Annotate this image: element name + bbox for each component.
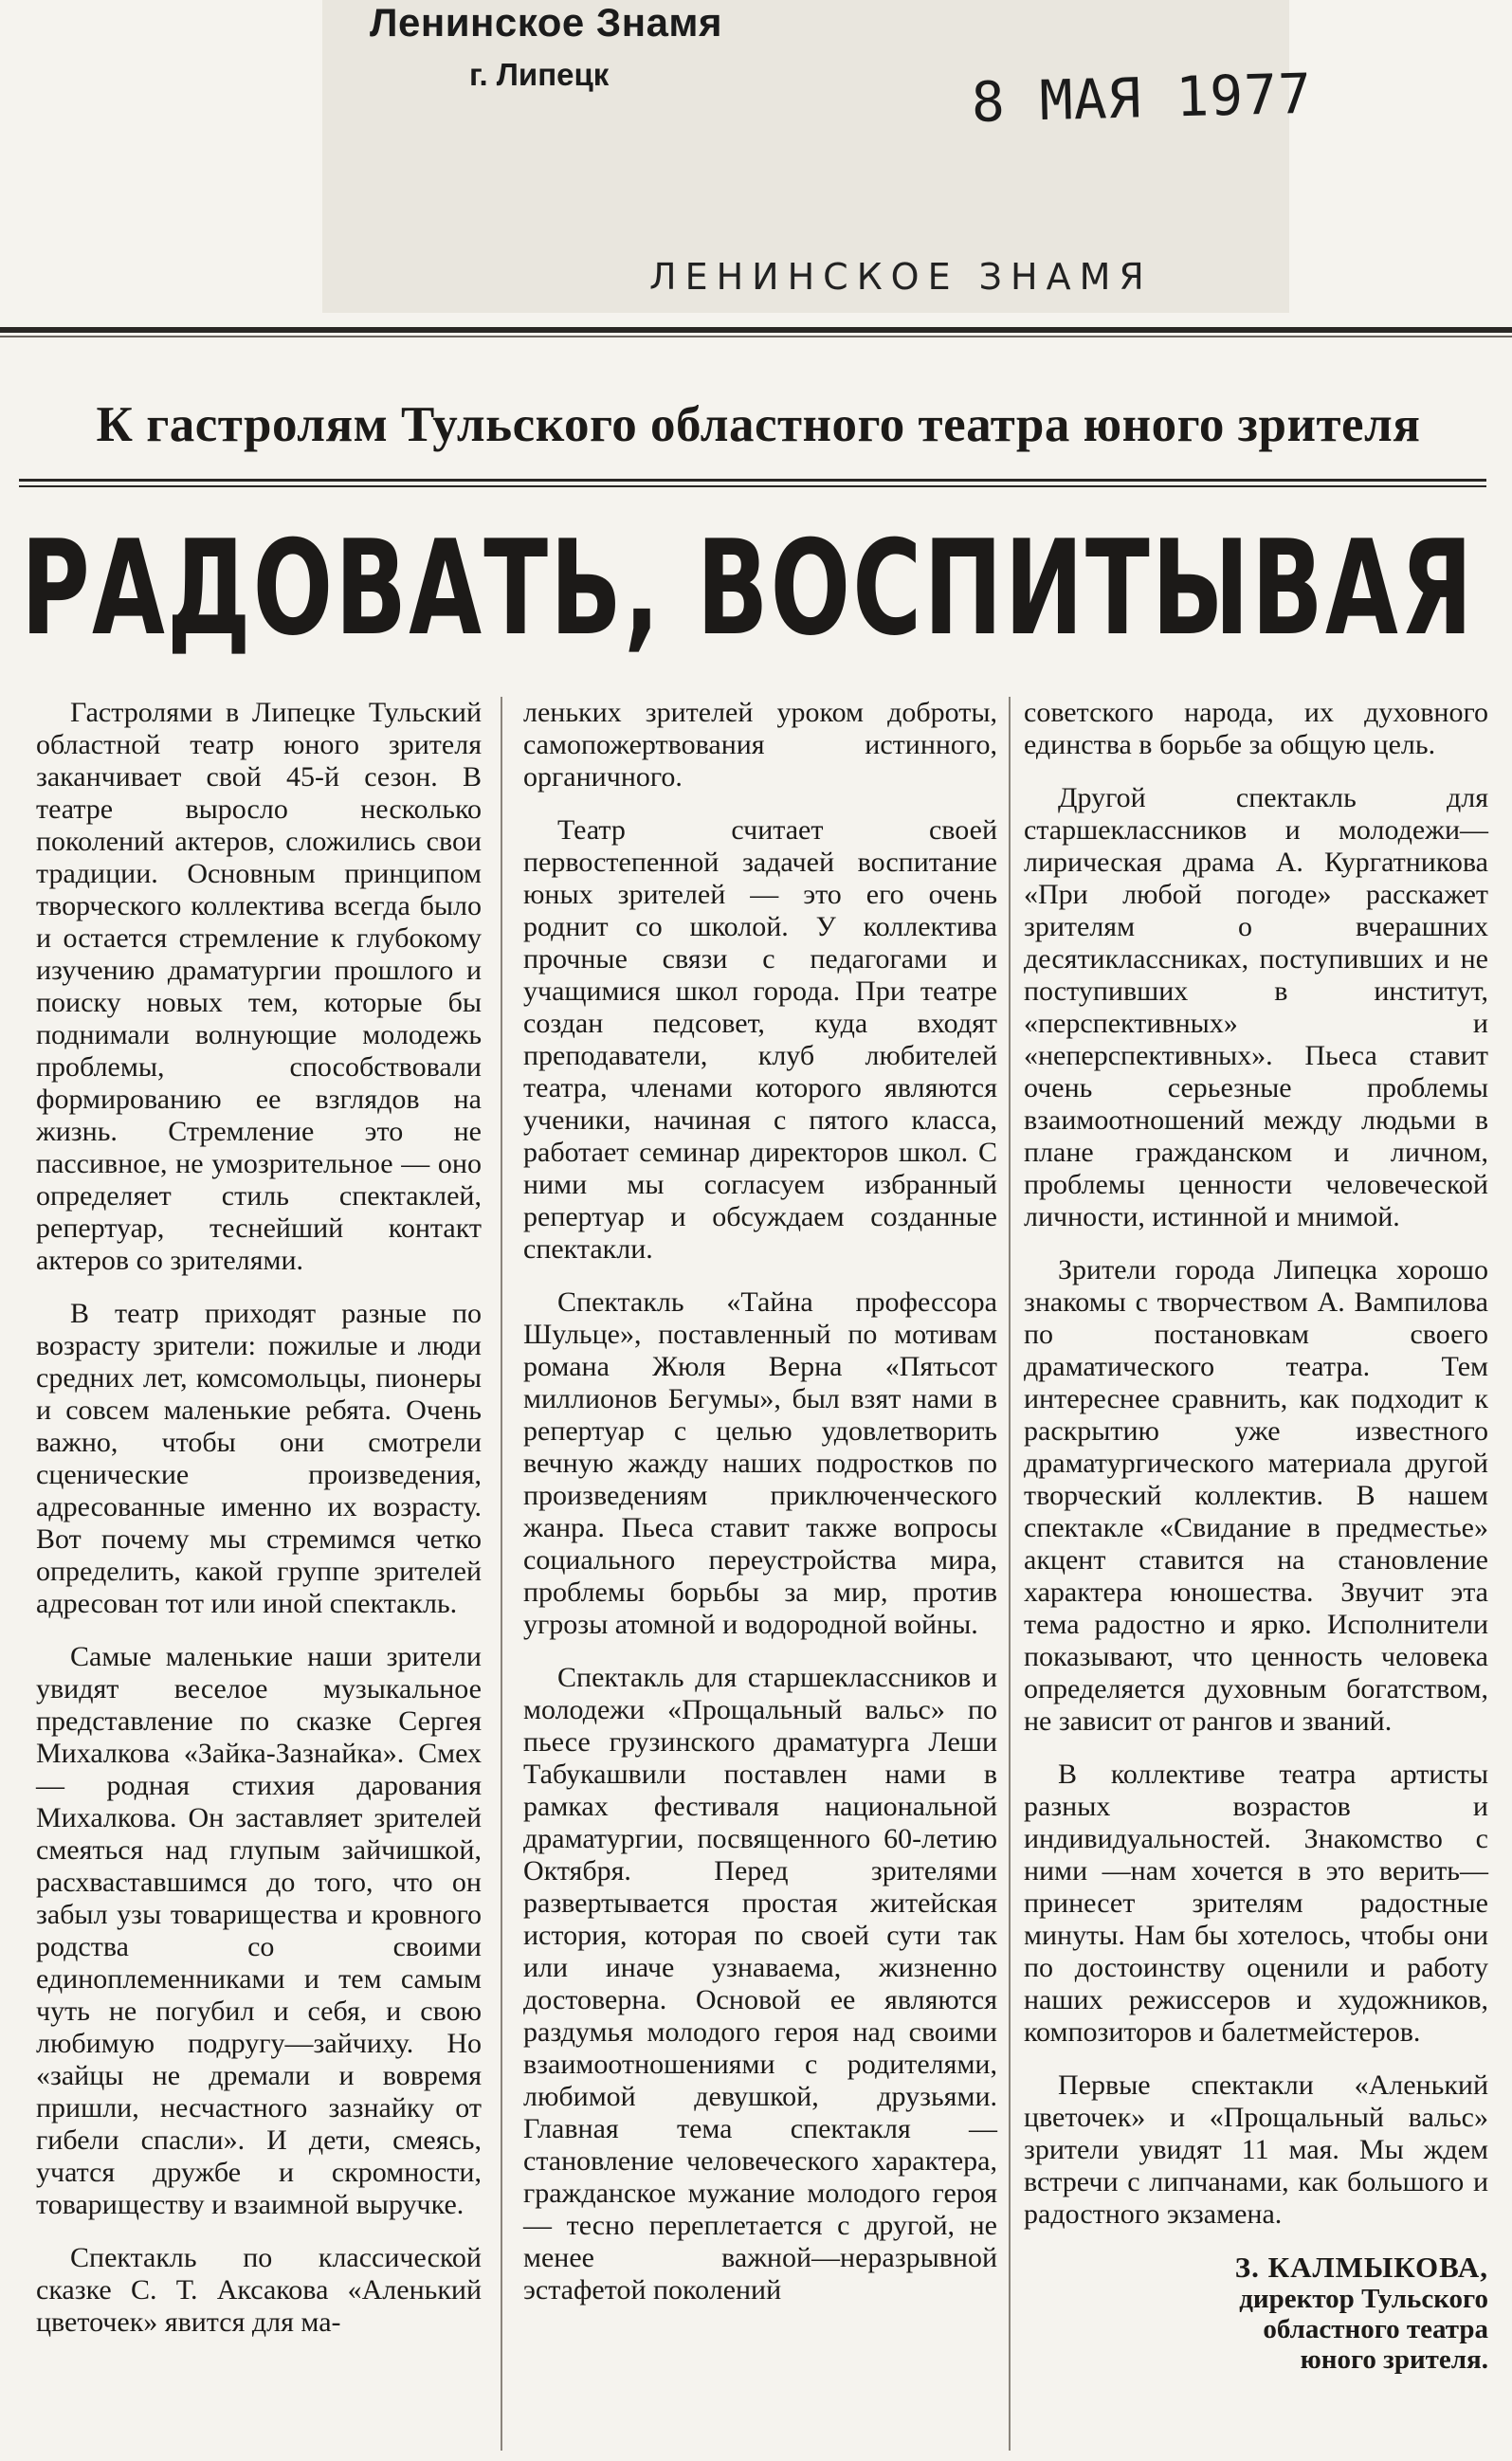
signature-holder <box>1024 2251 1488 2375</box>
kicker-rule-bottom <box>19 485 1486 487</box>
article-paragraph: Театр считает своей первостепенной задачей воспитание юных зрителей — это его очень роднит со школой. У коллектива прочные связи с педагогами и учащимися школ города. При театре создан педсовет, куда входят преподаватели, клуб любителей театра, членами которого являются ученики, начиная с пятого класса, работает семинар директоров школ. С ними мы согласуем избранный репертуар и обсуждаем созданные спектакли. <box>523 814 997 1265</box>
header-rule <box>0 327 1512 333</box>
article-paragraph: Спектакль «Тайна профессора Шульце», поставленный по мотивам романа Жюля Верна «Пятьсот миллионов Бегумы», был взят нами в репертуар с целью удовлетворить вечную жажду наших подростков по произведениям приключенческого жанра. Пьеса ставит также вопросы социального переустройства мира, проблемы борьбы за мир, против угрозы атомной и водородной войны. <box>523 1286 997 1640</box>
stamp-newspaper-name: Ленинское Знамя <box>370 0 723 45</box>
article-paragraph: Первые спектакли «Аленький цветочек» и «Прощальный вальс» зрители увидят 11 мая. Мы ждем встречи с липчанами, как большого и радостного экзамена. <box>1024 2069 1488 2230</box>
kicker-rule-top <box>19 479 1486 482</box>
article-paragraph: советского народа, их духовного единства в борьбе за общую цель. <box>1024 697 1488 760</box>
article-column-3 <box>1024 697 1488 2455</box>
column-divider <box>501 697 502 2451</box>
date-stamp: 8 МАЯ 1977 <box>971 61 1313 136</box>
article-column-2 <box>523 697 997 2455</box>
author-signature <box>1024 2251 1488 2375</box>
column-divider <box>1009 697 1011 2451</box>
author-role: юного зрителя. <box>1300 2344 1488 2375</box>
article-paragraph: В театр приходят разные по возрасту зрители: пожилые и люди средних лет, комсомольцы, пионеры и совсем маленькие ребята. Очень важно, чтобы они смотрели сценические произведения, адресованные именно их возрасту. Вот почему мы стремимся четко определить, какой группе зрителей адресован тот или иной спектакль. <box>36 1298 482 1619</box>
author-name: З. КАЛМЫКОВА, <box>1234 2251 1488 2284</box>
article-paragraph: Спектакль для старшеклассников и молодежи «Прощальный вальс» по пьесе грузинского драматурга Леши Табукашвили поставлен нами в рамках фестиваля национальной драматургии, посвященного 60-летию Октября. Перед зрителями развертывается простая житейская история, которая по своей сути так или иначе узнаваема, жизненно достоверна. Основой ее являются раздумья молодого героя над своими взаимоотношениями с родителями, любимой девушкой, друзьями. Главная тема спектакля — становление человеческого характера, гражданское мужание молодого героя — тесно переплетается с другой, не менее важной—неразрывной эстафетой поколений <box>523 1662 997 2306</box>
article-column-1 <box>36 697 482 2455</box>
article-headline: РАДОВАТЬ, ВОСПИТЫВАЯ <box>21 512 1475 665</box>
article-paragraph: Другой спектакль для старшеклассников и молодежи—лирическая драма А. Кургатникова «При любой погоде» расскажет зрителям о вчерашних десятиклассниках, поступивших и не поступивших в институт, «перспективных» и «неперспективных». Пьеса ставит очень серьезные проблемы взаимоотношений между людьми в плане гражданском и личном, проблемы ценности человеческой личности, истинной и мнимой. <box>1024 782 1488 1232</box>
author-role: областного театра <box>1263 2314 1488 2344</box>
article-paragraph: В коллективе театра артисты разных возрастов и индивидуальностей. Знакомство с ними —нам хочется в это верить—принесет зрителям радостные минуты. Нам бы хотелось, чтобы они по достоинству оценили и работу наших режиссеров и художников, композиторов и балетмейстеров. <box>1024 1759 1488 2048</box>
article-paragraph: Спектакль по классической сказке С. Т. Аксакова «Аленький цветочек» явится для ма- <box>36 2242 482 2338</box>
article-kicker: К гастролям Тульского областного театра юного зрителя <box>96 397 1421 452</box>
header-rule-thin <box>0 336 1512 337</box>
article-paragraph: Гастролями в Липецке Тульский областной театр юного зрителя заканчивает свой 45-й сезон. В театре выросло несколько поколений актеров, сложились свои традиции. Основным принципом творческого коллектива всегда было и остается стремление к глубокому изучению драматургии прошлого и поиску новых тем, которые бы поднимали волнующие молодежь проблемы, способствовали формированию ее взглядов на жизнь. Стремление это не пассивное, не умозрительное — оно определяет стиль спектаклей, репертуар, теснейший контакт актеров со зрителями. <box>36 697 482 1276</box>
newspaper-running-head: ЛЕНИНСКОЕ ЗНАМЯ <box>649 256 1153 298</box>
article-paragraph: леньких зрителей уроком доброты, самопожертвования истинного, органичного. <box>523 697 997 793</box>
article-paragraph: Самые маленькие наши зрители увидят веселое музыкальное представление по сказке Сергея Михалкова «Зайка-Зазнайка». Смех — родная стихия дарования Михалкова. Он заставляет зрителей смеяться над глупым зайчишкой, расхваставшимся до того, что он забыл узы товарищества и кровного родства со своими единоплеменниками и тем самым чуть не погубил и себя, и свою любимую подругу—зайчиху. Но «зайцы не дремали и вовремя пришли, несчастного зазнайку от гибели спасли». И дети, смеясь, учатся дружбе и скромности, товариществу и взаимной выручке. <box>36 1641 482 2220</box>
stamp-city: г. Липецк <box>469 57 610 92</box>
article-paragraph: Зрители города Липецка хорошо знакомы с творчеством А. Вампилова по постановкам своего драматического театра. Тем интереснее сравнить, как подходит к раскрытию уже известного драматургического материала другой творческий коллектив. В нашем спектакле «Свидание в предместье» акцент ставится на становление характера юношества. Звучит эта тема радостно и ярко. Исполнители показывают, что ценность человека определяется духовным богатством, не зависит от рангов и званий. <box>1024 1254 1488 1737</box>
author-role: директор Тульского <box>1239 2284 1488 2314</box>
